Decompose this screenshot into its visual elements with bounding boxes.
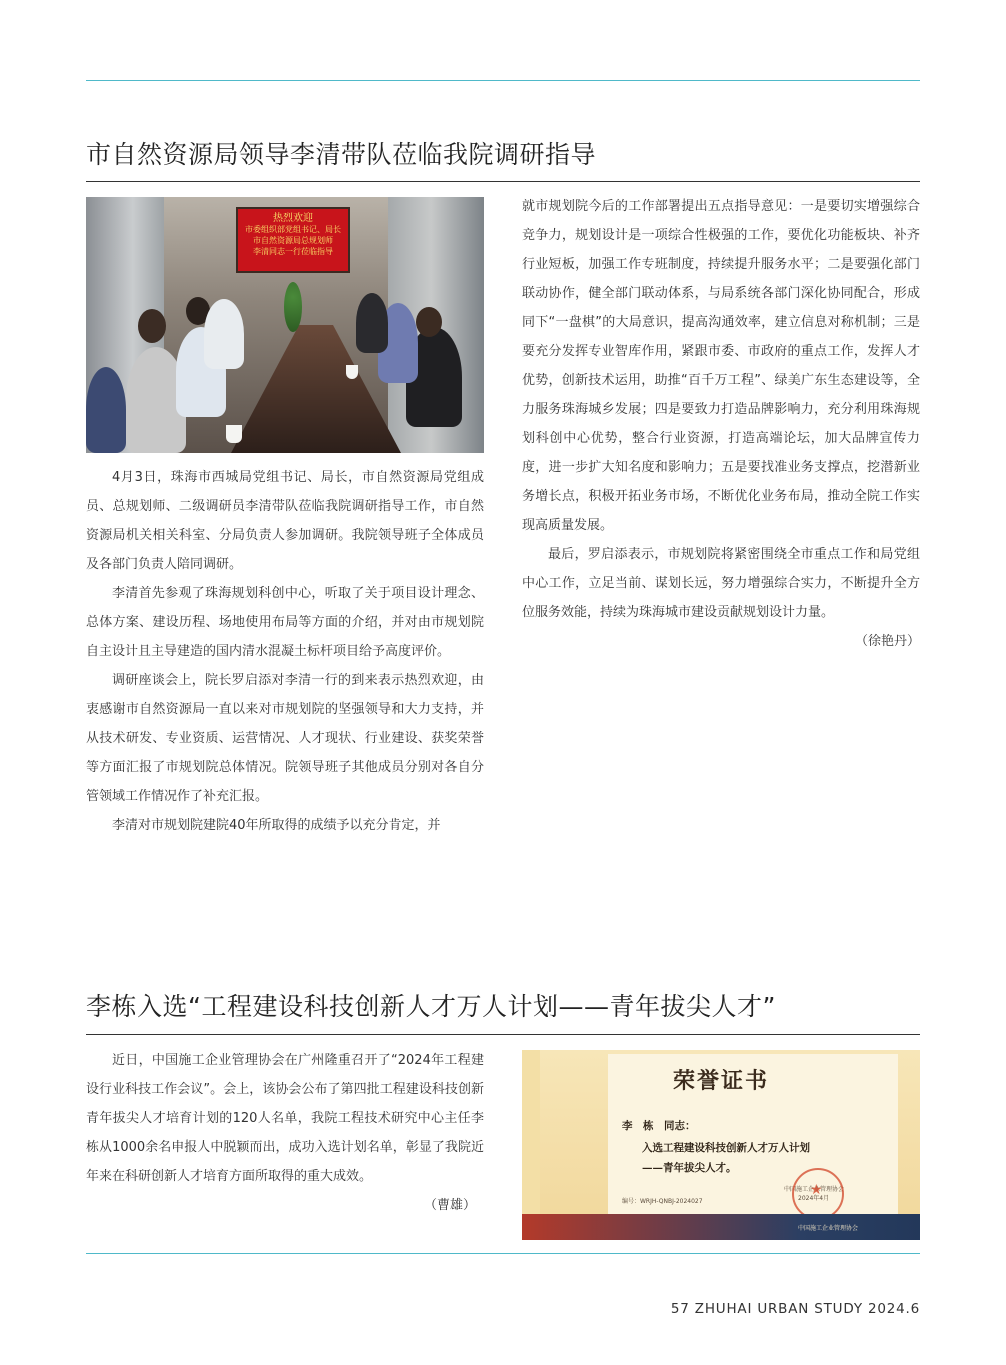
- paragraph: 4月3日，珠海市西城局党组书记、局长，市自然资源局党组成员、总规划师、二级调研员李清带队莅临我院调研指导工作，市自然资源局机关相关科室、分局负责人参加调研。我院领导班子全体成员及各部门负责人陪同调研。: [86, 470, 484, 572]
- certificate-line1: 入选工程建设科技创新人才万人计划: [642, 1142, 810, 1154]
- article1-byline: （徐艳丹）: [854, 634, 920, 649]
- seal-icon: [792, 1168, 844, 1220]
- top-divider: [86, 80, 920, 81]
- article1-title-underline: [86, 181, 920, 182]
- paragraph: 调研座谈会上，院长罗启添对李清一行的到来表示热烈欢迎，由衷感谢市自然资源局一直以来对市规划院的坚强领导和大力支持，并从技术研发、专业资质、运营情况、人才现状、行业建设、获奖荣誉等方面汇报了市规划院总体情况。院领导班子其他成员分别对各自分管领域工作情况作了补充汇报。: [86, 673, 484, 804]
- certificate-number: 编号：WRJH-QNBJ-2024027: [622, 1198, 703, 1205]
- certificate-line2: ——青年拔尖人才。: [642, 1162, 737, 1174]
- article2-title-underline: [86, 1034, 920, 1035]
- certificate-issuer: 中国施工企业管理协会: [784, 1186, 845, 1193]
- article2-byline: （曹雄）: [423, 1198, 476, 1213]
- article2-text-column: [86, 1046, 484, 1220]
- page-footer: 57 ZHUHAI URBAN STUDY 2024.6: [670, 1301, 920, 1317]
- article1-title: 市自然资源局领导李清带队莅临我院调研指导: [86, 140, 597, 169]
- honor-certificate-image: [522, 1050, 920, 1240]
- certificate-date: 2024年4月: [798, 1195, 830, 1202]
- article1-right-column: [522, 192, 920, 656]
- certificate-title: 荣誉证书: [672, 1068, 769, 1094]
- welcome-screen: 热烈欢迎 市委组织部党组书记、局长 市自然资源局总规划师 李清同志一行莅临指导: [236, 207, 350, 273]
- certificate-footer: 中国施工企业管理协会: [798, 1225, 859, 1232]
- paragraph: 近日，中国施工企业管理协会在广州隆重召开了“2024年工程建设行业科技工作会议”。会上，该协会公布了第四批工程建设科技创新青年拔尖人才培育计划的120人名单，我院工程技术研究中心主任李栋从1000余名申报人中脱颖而出，成功入选计划名单，彰显了我院近年来在科研创新人才培育方面所取得的重大成效。: [86, 1053, 484, 1184]
- article1-left-column: [86, 463, 484, 840]
- bottom-divider: [86, 1253, 920, 1254]
- article2-title: 李栋入选“工程建设科技创新人才万人计划——青年拔尖人才”: [86, 992, 776, 1021]
- certificate-recipient: 李 栋 同志：: [622, 1120, 696, 1132]
- paragraph: 就市规划院今后的工作部署提出五点指导意见：一是要切实增强综合竞争力，规划设计是一项综合性极强的工作，要优化功能板块、补齐行业短板，加强工作专班制度，持续提升服务水平；二是要强化部门联动协作，健全部门联动体系，与局系统各部门深化协同配合，形成同下“一盘棋”的大局意识，提高沟通效率，建立信息对称机制；三是要充分发挥专业智库作用，紧跟市委、市政府的重点工作，发挥人才优势，创新技术运用，助推“百千万工程”、绿美广东生态建设等，全力服务珠海城乡发展；四是要致力打造品牌影响力，充分利用珠海规划科创中心优势，整合行业资源，打造高端论坛，加大品牌宣传力度，进一步扩大知名度和影响力；五是要找准业务支撑点，挖潜新业务增长点，积极开拓业务市场，不断优化业务布局，推动全院工作实现高质量发展。: [522, 199, 920, 533]
- meeting-photo: [86, 197, 484, 453]
- paragraph: 最后，罗启添表示，市规划院将紧密围绕全市重点工作和局党组中心工作，立足当前、谋划长远，努力增强综合实力，不断提升全方位服务效能，持续为珠海城市建设贡献规划设计力量。: [522, 547, 920, 620]
- paragraph: 李清对市规划院建院40年所取得的成绩予以充分肯定，并: [112, 818, 441, 833]
- paragraph: 李清首先参观了珠海规划科创中心，听取了关于项目设计理念、总体方案、建设历程、场地使用布局等方面的介绍，并对由市规划院自主设计且主导建造的国内清水混凝土标杆项目给予高度评价。: [86, 586, 484, 659]
